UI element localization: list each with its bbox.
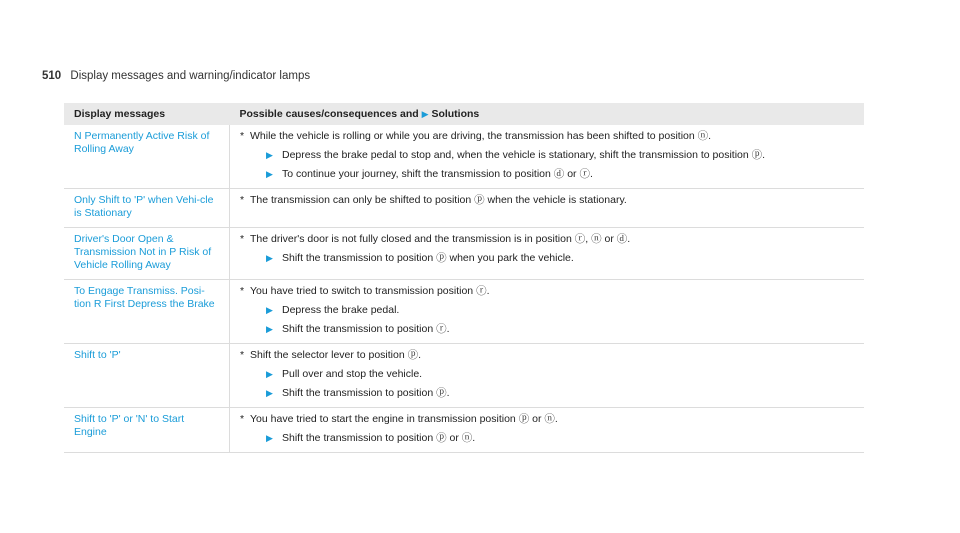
solution-step [240, 323, 854, 336]
column-header-message: Display messages [64, 103, 230, 125]
solution-cell [230, 125, 865, 189]
display-message: Shift to 'P' or 'N' to Start Engine [64, 408, 230, 453]
display-message: Shift to 'P' [64, 344, 230, 408]
cause-text: While the vehicle is rolling or while you are driving, the transmission has been shifted to position ⓝ. [250, 130, 712, 142]
solution-cell [230, 189, 865, 228]
cause-item [240, 130, 854, 143]
solution-step-text: Shift the transmission to position ⓟ when you park the vehicle. [282, 252, 574, 264]
table-header-row [64, 103, 864, 125]
asterisk-icon: * [240, 130, 245, 142]
solution-step [240, 304, 854, 317]
page-header [42, 70, 310, 82]
solution-cell [230, 228, 865, 280]
column-header-solutions [230, 103, 865, 125]
cause-text: You have tried to start the engine in transmission position ⓟ or ⓝ. [250, 413, 558, 425]
arrow-right-icon: ▶ [421, 109, 429, 119]
column-header-solutions-suffix: Solutions [431, 108, 480, 120]
solution-cell [230, 280, 865, 344]
cause-item [240, 233, 854, 246]
table-row [64, 228, 864, 280]
solution-step [240, 432, 854, 445]
arrow-right-icon: ▶ [266, 253, 273, 263]
solution-cell [230, 408, 865, 453]
arrow-right-icon: ▶ [266, 150, 273, 160]
display-messages-table [64, 103, 864, 453]
page-title: Display messages and warning/indicator lamps [70, 70, 311, 82]
solution-step-text: Depress the brake pedal. [282, 304, 400, 316]
cause-text: Shift the selector lever to position ⓟ. [250, 349, 421, 361]
table-row [64, 125, 864, 189]
solution-step-text: Shift the transmission to position ⓟ or ⓝ. [282, 432, 476, 444]
asterisk-icon: * [240, 349, 245, 361]
solution-step-text: Depress the brake pedal to stop and, when the vehicle is stationary, shift the transmission to position ⓟ. [282, 149, 766, 161]
arrow-right-icon: ▶ [266, 369, 273, 379]
table-row [64, 189, 864, 228]
solution-step-text: To continue your journey, shift the transmission to position ⓓ or ⓡ. [282, 168, 593, 180]
cause-text: The transmission can only be shifted to position ⓟ when the vehicle is stationary. [250, 194, 627, 206]
cause-item [240, 285, 854, 298]
table-row [64, 344, 864, 408]
solution-step-text: Shift the transmission to position ⓡ. [282, 323, 450, 335]
arrow-right-icon: ▶ [266, 324, 273, 334]
arrow-right-icon: ▶ [266, 169, 273, 179]
cause-item [240, 413, 854, 426]
solution-step-text: Pull over and stop the vehicle. [282, 368, 423, 380]
display-message: Only Shift to 'P' when Vehi-cle is Stationary [64, 189, 230, 228]
cause-item [240, 194, 854, 207]
asterisk-icon: * [240, 233, 245, 245]
asterisk-icon: * [240, 194, 245, 206]
page-number: 510 [42, 70, 62, 82]
cause-text: You have tried to switch to transmission position ⓡ. [250, 285, 490, 297]
arrow-right-icon: ▶ [266, 305, 273, 315]
table-row [64, 280, 864, 344]
display-message: To Engage Transmiss. Posi-tion R First Depress the Brake [64, 280, 230, 344]
solution-step [240, 387, 854, 400]
display-message: N Permanently Active Risk of Rolling Away [64, 125, 230, 189]
solution-step [240, 168, 854, 181]
display-message: Driver's Door Open & Transmission Not in P Risk of Vehicle Rolling Away [64, 228, 230, 280]
column-header-solutions-label: Possible causes/consequences and [239, 108, 419, 120]
asterisk-icon: * [240, 413, 245, 425]
asterisk-icon: * [240, 285, 245, 297]
solution-step [240, 149, 854, 162]
table-row [64, 408, 864, 453]
solution-step [240, 368, 854, 381]
cause-item [240, 349, 854, 362]
arrow-right-icon: ▶ [266, 433, 273, 443]
solution-cell [230, 344, 865, 408]
solution-step-text: Shift the transmission to position ⓟ. [282, 387, 450, 399]
cause-text: The driver's door is not fully closed and the transmission is in position ⓡ, ⓝ or ⓓ. [250, 233, 631, 245]
arrow-right-icon: ▶ [266, 388, 273, 398]
solution-step [240, 252, 854, 265]
